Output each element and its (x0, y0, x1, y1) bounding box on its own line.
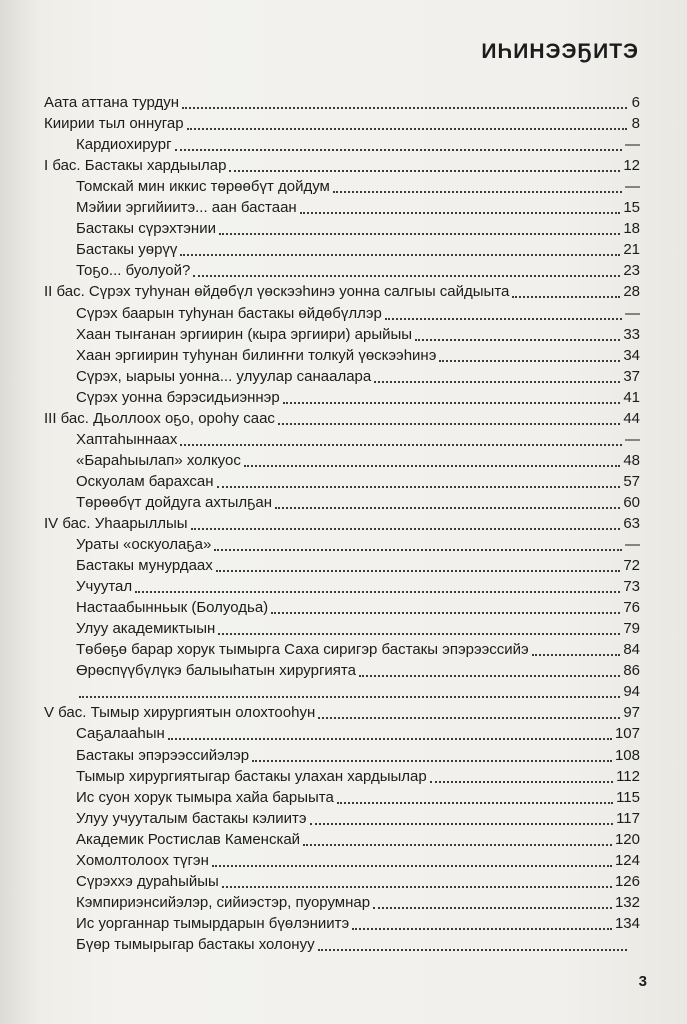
toc-section-entry (44, 617, 640, 638)
dot-leader (275, 505, 620, 509)
toc-entry-title: Киирии тыл оннугар (44, 115, 184, 133)
toc-section-entry (44, 196, 640, 217)
toc-entry-title: Улуу учууталым бастакы кэлиитэ (76, 809, 307, 827)
toc-section-entry (44, 912, 640, 933)
toc-entry-title: Мэйии эргийиитэ... аан бастаан (76, 199, 297, 217)
toc-entry-title: Аата аттанa турдун (44, 94, 180, 112)
toc-section-entry (44, 365, 640, 386)
toc-chapter-entry (44, 701, 640, 722)
page-number: 3 (638, 973, 647, 990)
dot-leader (135, 589, 620, 593)
dot-leader (532, 652, 621, 656)
toc-chapter-entry (44, 154, 640, 175)
toc-entry-title: Сүрэх баарын туһунан бастакы өйдөбүллэр (76, 304, 382, 322)
toc-entry-page: 72 (623, 557, 640, 575)
toc-entry-title: Төбөҕө барар хорук тымыргa Саха сиригэр бастакы эпэрээссийэ (76, 641, 529, 659)
toc-entry-page: 34 (623, 346, 640, 364)
dot-leader (187, 126, 627, 130)
toc-entry-page: 86 (623, 662, 640, 680)
toc-entry-page: 41 (623, 388, 640, 406)
toc-section-entry (44, 870, 640, 891)
dot-leader (415, 337, 620, 341)
page-title: ИҺИНЭЭҔИТЭ (481, 40, 639, 63)
dot-leader (318, 947, 627, 951)
toc-entry-page: 12 (623, 157, 640, 175)
toc-entry-title: III бас. Дьоллоох оҕо, ороһу саас (44, 409, 275, 427)
toc-entry-page: 18 (623, 220, 640, 238)
toc-entry-title: I бас. Бастакы хардыылар (44, 157, 227, 175)
dot-leader (180, 442, 622, 446)
toc-section-entry (44, 470, 640, 491)
toc-section-entry (44, 554, 640, 575)
toc-section-entry (44, 301, 640, 322)
toc-entry-title: Ис суон хорук тымыра хайа барыыта (76, 788, 334, 806)
dot-leader (219, 231, 620, 235)
toc-entry-title: Хомолтолоох түгэн (76, 851, 209, 869)
toc-section-entry (44, 596, 640, 617)
toc-section-entry (44, 133, 640, 154)
toc-entry-title: Бастакы мунурдаах (76, 557, 213, 575)
toc-entry-title: Ураты «оскуолаҕа» (76, 536, 212, 554)
toc-entry-title: Бастакы уөрүү (76, 241, 178, 259)
toc-section-entry (44, 638, 640, 659)
toc-entry-title: Өрөспүүбүлүкэ балыыһатын хирургията (76, 662, 356, 680)
dot-leader (218, 631, 620, 635)
toc-section-entry (44, 659, 640, 680)
dot-leader (359, 673, 620, 677)
toc-entry-page: — (625, 304, 640, 322)
toc-entry-title: Сүрэх, ыарыы уонна... улуулар санаалара (76, 367, 372, 385)
toc-chapter-entry (44, 280, 640, 301)
toc-entry-page: 63 (623, 514, 640, 532)
dot-leader (244, 463, 620, 467)
toc-entry-page: 97 (623, 704, 640, 722)
toc-entry-title: Хаптаһыннаах (76, 430, 178, 448)
dot-leader (333, 189, 622, 193)
toc-entry-page: — (625, 430, 640, 448)
toc-section-entry (44, 175, 640, 196)
dot-leader (79, 694, 620, 698)
toc-entry-page: 33 (623, 325, 640, 343)
toc-section-entry (44, 849, 640, 870)
dot-leader (374, 379, 620, 383)
toc-section-entry (44, 786, 640, 807)
toc-section-entry (44, 807, 640, 828)
toc-chapter-entry (44, 512, 640, 533)
toc-entry-title: Ис уорганнар тымырдарын бүөлэниитэ (76, 914, 350, 932)
dot-leader (191, 526, 621, 530)
toc-entry-title: Тоҕо... буолуой? (76, 262, 191, 280)
toc-entry-title: Учуутал (76, 578, 133, 596)
dot-leader (193, 273, 620, 277)
dot-leader (217, 484, 621, 488)
toc-entry-page: 57 (623, 472, 640, 490)
toc-entry-page: 23 (623, 262, 640, 280)
toc-entry-title: Хаан эргиирин туһунан билиҥҥи толкуй үөскээһинэ (76, 346, 437, 364)
toc-entry-title: Улуу академиктыын (76, 620, 216, 638)
table-of-contents (44, 91, 640, 954)
toc-section-entry (44, 259, 640, 280)
dot-leader (214, 547, 622, 551)
toc-entry-title: Саҕалааһын (76, 725, 165, 743)
toc-entry-page: — (625, 136, 640, 154)
toc-entry-page: 94 (623, 683, 640, 701)
dot-leader (385, 316, 622, 320)
toc-section-entry (44, 828, 640, 849)
toc-section-entry (44, 491, 640, 512)
toc-entry-page: 115 (616, 788, 640, 806)
dot-leader (252, 758, 612, 762)
toc-entry-title: Бастакы сүрэхтэнии (76, 220, 216, 238)
dot-leader (278, 421, 620, 425)
toc-entry-title: Кардиохирург (76, 136, 172, 154)
dot-leader (373, 905, 612, 909)
dot-leader (283, 400, 621, 404)
toc-entry-title: Томскай мин иккис төрөөбүт дойдум (76, 178, 330, 196)
toc-entry-page: 37 (623, 367, 640, 385)
toc-section-entry (44, 217, 640, 238)
toc-chapter-entry (44, 407, 640, 428)
toc-entry-page: 6 (631, 94, 640, 112)
dot-leader (439, 358, 620, 362)
toc-section-entry (44, 238, 640, 259)
toc-entry-page: 15 (623, 199, 640, 217)
toc-section-entry (44, 743, 640, 764)
toc-entry-page: 108 (614, 746, 640, 764)
dot-leader (175, 147, 622, 151)
dot-leader (182, 105, 627, 109)
toc-entry-page: 112 (616, 767, 640, 785)
toc-entry-page: 124 (614, 851, 640, 869)
toc-entry-page: 44 (623, 409, 640, 427)
toc-entry-page: 28 (623, 283, 640, 301)
dot-leader (337, 800, 613, 804)
toc-section-entry (44, 323, 640, 344)
toc-section-entry (44, 575, 640, 596)
toc-section-entry (44, 344, 640, 365)
toc-entry-title: IV бас. Уһаарыллыы (44, 514, 188, 532)
dot-leader (512, 294, 620, 298)
dot-leader (229, 168, 620, 172)
toc-entry-page: 126 (614, 872, 640, 890)
toc-entry-page: 73 (623, 578, 640, 596)
toc-entry-title: Сүрэх уонна бэрэсидьиэннэр (76, 388, 280, 406)
toc-section-entry (44, 533, 640, 554)
toc-entry-title: Кэмпириэнсийэлэр, сийиэстэр, пуорумнар (76, 893, 371, 911)
toc-section-entry (44, 933, 640, 954)
toc-section-entry (44, 765, 640, 786)
toc-entry-title: V бас. Тымыр хирургиятын олохтооһун (44, 704, 316, 722)
toc-entry-page: 79 (623, 620, 640, 638)
toc-chapter-entry (44, 112, 640, 133)
dot-leader (352, 926, 612, 930)
toc-chapter-entry (44, 91, 640, 112)
toc-entry-page: 107 (614, 725, 640, 743)
toc-entry-title: Бастакы эпэрээссийэлэр (76, 746, 250, 764)
toc-entry-title: Тымыр хирургиятыгар бастакы улахан хардыылар (76, 767, 427, 785)
toc-section-entry (44, 722, 640, 743)
toc-entry-title: II бас. Сүрэх туһунан өйдөбүл үөскээһинэ уонна салгыы сайдыыта (44, 283, 510, 301)
toc-entry-title: Настаабынньык (Болуодьа) (76, 599, 269, 617)
toc-entry-page: 132 (614, 893, 640, 911)
toc-entry-title: Оскуолам барахсан (76, 472, 214, 490)
toc-entry-page: — (625, 178, 640, 196)
dot-leader (216, 568, 621, 572)
dot-leader (318, 715, 620, 719)
dot-leader (430, 779, 613, 783)
toc-entry-page: 117 (616, 809, 640, 827)
dot-leader (300, 210, 621, 214)
toc-entry-page: 134 (614, 914, 640, 932)
toc-section-entry (44, 891, 640, 912)
dot-leader (212, 863, 612, 867)
toc-section-entry (44, 449, 640, 470)
toc-entry-title: Бүөр тымырыгар бастакы холонуу (76, 935, 315, 953)
toc-section-entry (44, 386, 640, 407)
toc-entry-title: Төрөөбүт дойдуга ахтылҕан (76, 493, 272, 511)
toc-entry-page: 84 (623, 641, 640, 659)
toc-entry-page: 48 (623, 451, 640, 469)
dot-leader (222, 884, 612, 888)
dot-leader (271, 610, 620, 614)
toc-entry-title: «Бараһыылап» холкуос (76, 451, 241, 469)
toc-entry-page: 8 (631, 115, 640, 133)
toc-entry-title: Хаан тыҥанан эргиирин (кыра эргиири) арыйыы (76, 325, 413, 343)
toc-entry-page: 60 (623, 493, 640, 511)
dot-leader (303, 842, 612, 846)
toc-section-entry (44, 680, 640, 701)
toc-entry-page: 120 (614, 830, 640, 848)
toc-entry-page: 21 (623, 241, 640, 259)
dot-leader (168, 736, 612, 740)
dot-leader (310, 821, 614, 825)
toc-section-entry (44, 428, 640, 449)
toc-entry-title: Академик Ростислав Каменскай (76, 830, 301, 848)
toc-entry-page: 76 (623, 599, 640, 617)
toc-entry-title: Сүрэххэ дураһыйыы (76, 872, 219, 890)
dot-leader (180, 252, 620, 256)
toc-entry-page: — (625, 536, 640, 554)
